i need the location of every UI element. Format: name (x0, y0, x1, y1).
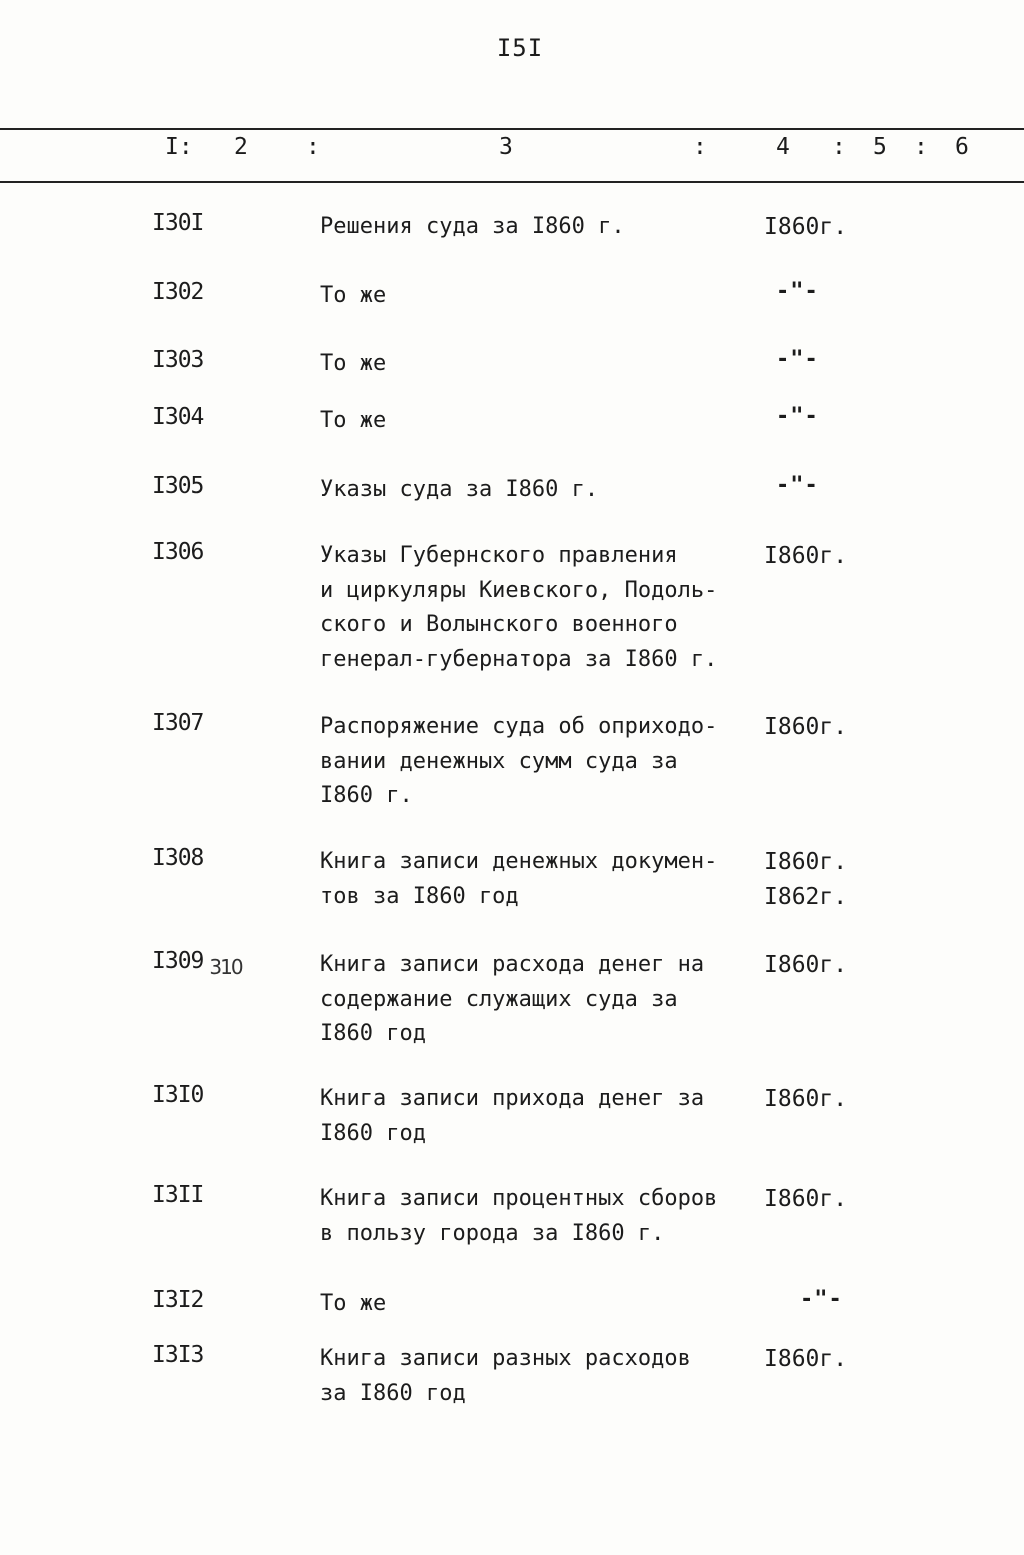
date-line: I860г. (764, 849, 848, 875)
row-number: I302 (152, 279, 204, 305)
date-line: I860г. (764, 1086, 848, 1112)
row-description (320, 404, 770, 439)
row-date (764, 1082, 847, 1117)
row-description (320, 473, 770, 508)
row-description (320, 948, 770, 1052)
description-line: I860 г. (320, 783, 413, 808)
ditto-mark: -"- (776, 279, 819, 304)
page-number: I5I (496, 34, 544, 62)
ditto-mark: -"- (776, 347, 819, 372)
description-line: ского и Волынского военного (320, 612, 678, 637)
ditto-mark: -"- (776, 473, 819, 498)
header-col6: 6 (955, 134, 969, 160)
row-date (764, 539, 847, 574)
row-number: I308 (152, 845, 204, 871)
header-sep2: : (693, 134, 707, 160)
row-description (320, 279, 770, 314)
description-line: в пользу города за I860 г. (320, 1220, 665, 1246)
date-line: I860г. (764, 714, 848, 740)
row-description (320, 1182, 770, 1251)
description-line: Книга записи денежных докумен- (320, 849, 718, 874)
row-number: I303 (152, 347, 204, 373)
row-number: I3I3 (152, 1342, 204, 1368)
date-line: I862г. (764, 883, 848, 910)
date-line: I860г. (764, 952, 848, 978)
description-line: содержание служащих суда за (320, 986, 678, 1012)
ditto-mark: -"- (776, 404, 819, 429)
description-line: То же (320, 283, 387, 308)
row-number: I304 (152, 404, 204, 430)
description-line: Решения суда за I860 г. (320, 214, 625, 239)
row-number-value: I309 (152, 948, 204, 974)
row-date (764, 210, 847, 245)
row-date (764, 948, 847, 983)
date-line: I860г. (764, 1186, 848, 1212)
row-description (320, 845, 770, 914)
row-number: I306 (152, 539, 204, 565)
ditto-mark: -"- (800, 1287, 843, 1312)
description-line: Книга записи разных расходов (320, 1346, 691, 1371)
header-sep4: : (914, 134, 928, 160)
description-line: Указы суда за I860 г. (320, 477, 599, 502)
date-line: I860г. (764, 543, 848, 569)
date-line: I860г. (764, 1346, 848, 1372)
row-number: I3I2 (152, 1287, 204, 1313)
description-line: То же (320, 1291, 387, 1316)
row-number: I3II (152, 1182, 204, 1208)
description-line: за I860 год (320, 1380, 466, 1406)
handwritten-note: 310 (209, 955, 242, 979)
description-line: Книга записи прихода денег за (320, 1086, 705, 1111)
row-description (320, 1287, 770, 1322)
row-number: I305 (152, 473, 204, 499)
description-line: I860 год (320, 1120, 426, 1146)
row-description (320, 347, 770, 382)
description-line: тов за I860 год (320, 883, 519, 909)
row-number: I3I0 (152, 1082, 204, 1108)
row-date (764, 710, 847, 745)
description-line: То же (320, 351, 387, 376)
header-rule-top (0, 128, 1024, 130)
description-line: генерал-губернатора за I860 г. (320, 646, 718, 672)
header-sep3: : (832, 134, 846, 160)
description-line: Книга записи расхода денег на (320, 952, 705, 977)
description-line: Книга записи процентных сборов (320, 1186, 718, 1211)
header-col1: I: (165, 134, 193, 160)
description-line: Указы Губернского правления (320, 543, 678, 568)
row-description (320, 210, 770, 245)
row-description (320, 1342, 770, 1411)
row-number (152, 948, 242, 979)
description-line: вании денежных сумм суда за (320, 748, 678, 774)
header-col4: 4 (776, 134, 790, 160)
header-sep1: : (306, 134, 320, 160)
description-line: Распоряжение суда об оприходо- (320, 714, 718, 739)
header-col5: 5 (873, 134, 887, 160)
description-line: и циркуляры Киевского, Подоль- (320, 577, 718, 603)
header-col3: 3 (499, 134, 513, 160)
row-number: I30I (152, 210, 204, 236)
description-line: То же (320, 408, 387, 433)
row-description (320, 539, 770, 677)
row-date (764, 1182, 847, 1217)
row-description (320, 1082, 770, 1151)
header-rule-bottom (0, 181, 1024, 183)
header-col2: 2 (234, 134, 248, 160)
description-line: I860 год (320, 1021, 426, 1046)
row-date (764, 1342, 847, 1377)
row-number: I307 (152, 710, 204, 736)
row-description (320, 710, 770, 814)
date-line: I860г. (764, 214, 848, 240)
row-date (764, 845, 847, 914)
